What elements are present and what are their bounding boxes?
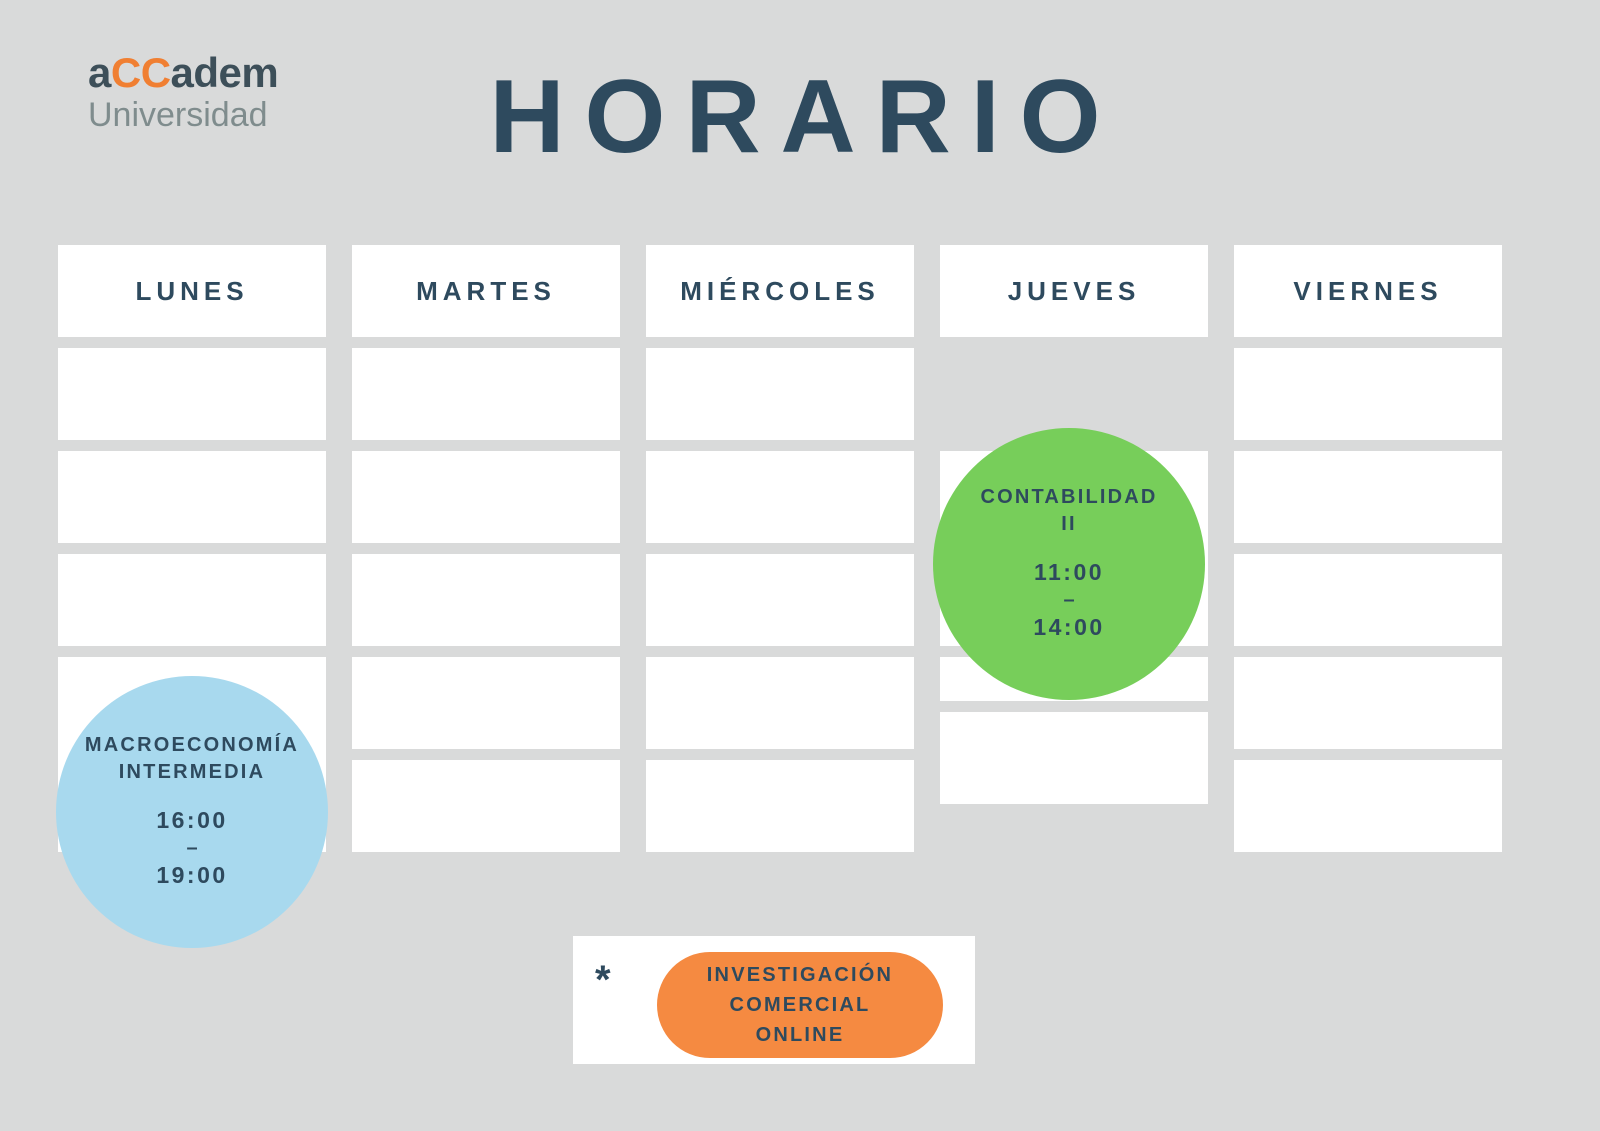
event-name (980, 484, 1157, 538)
asterisk-icon: * (595, 958, 611, 1002)
schedule-cell[interactable] (646, 451, 914, 543)
schedule-cell[interactable] (1234, 348, 1502, 440)
brand-logo-name-post: adem (170, 49, 279, 96)
brand-logo-name-pre: a (88, 49, 111, 96)
event-investigacion-comercial-online[interactable] (657, 952, 943, 1058)
event-macroeconomia-intermedia[interactable] (56, 676, 328, 948)
schedule-cell[interactable] (352, 348, 620, 440)
schedule-cell[interactable] (352, 554, 620, 646)
schedule-cell[interactable] (352, 657, 620, 749)
event-name-line2: COMERCIAL (729, 994, 871, 1016)
event-name (707, 960, 893, 1050)
schedule-cell[interactable] (646, 760, 914, 852)
event-time-dash: – (186, 837, 198, 859)
schedule-cell[interactable] (58, 554, 326, 646)
event-time-dash: – (1063, 589, 1075, 611)
day-header-viernes: VIERNES (1234, 245, 1502, 337)
event-end-time: 19:00 (156, 862, 228, 888)
event-end-time: 14:00 (1033, 614, 1105, 640)
schedule-cell[interactable] (352, 451, 620, 543)
brand-logo-name-accent: CC (110, 49, 171, 96)
schedule-cell[interactable] (940, 712, 1208, 804)
event-name-line2: II (1061, 512, 1077, 535)
schedule-cell[interactable] (1234, 760, 1502, 852)
schedule-cell[interactable] (1234, 451, 1502, 543)
schedule-cell[interactable] (58, 451, 326, 543)
day-header-miercoles: MIÉRCOLES (646, 245, 914, 337)
event-name-line3: ONLINE (755, 1024, 845, 1046)
event-name-line1: INVESTIGACIÓN (706, 964, 894, 986)
schedule-column-miercoles (646, 245, 914, 863)
schedule-column-viernes (1234, 245, 1502, 863)
schedule-cell[interactable] (646, 554, 914, 646)
schedule-cell-spacer (940, 348, 1208, 440)
event-name-line1: CONTABILIDAD (980, 485, 1158, 508)
event-start-time: 16:00 (156, 806, 228, 833)
event-name (85, 732, 299, 786)
event-name-line2: INTERMEDIA (118, 760, 266, 783)
schedule-cell[interactable] (646, 657, 914, 749)
event-name-line1: MACROECONOMÍA (84, 733, 300, 756)
schedule-cell[interactable] (1234, 657, 1502, 749)
event-contabilidad-ii[interactable] (933, 428, 1205, 700)
schedule-cell[interactable] (1234, 554, 1502, 646)
schedule-cell[interactable] (58, 348, 326, 440)
schedule-cell[interactable] (646, 348, 914, 440)
brand-logo-subtitle: Universidad (88, 96, 268, 134)
page-title: HORARIO (489, 59, 1121, 175)
day-header-jueves: JUEVES (940, 245, 1208, 337)
schedule-column-martes (352, 245, 620, 863)
schedule-cell[interactable] (352, 760, 620, 852)
event-start-time: 11:00 (1033, 558, 1105, 585)
day-header-martes: MARTES (352, 245, 620, 337)
day-header-lunes: LUNES (58, 245, 326, 337)
